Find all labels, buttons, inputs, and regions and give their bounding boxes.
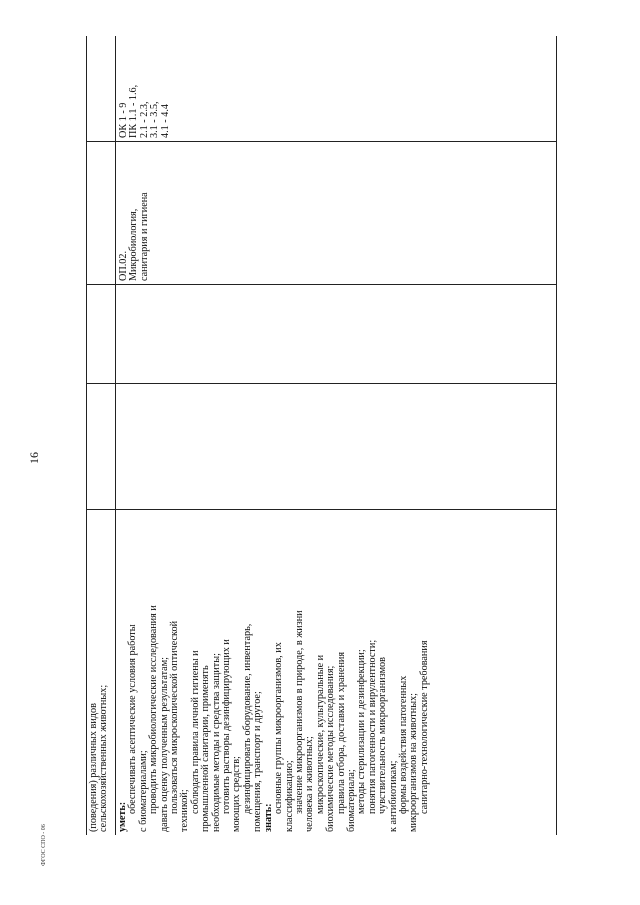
- text-line: микроскопические, культуральные и: [314, 654, 326, 814]
- text-line: необходимые методы и средства защиты;: [210, 653, 222, 832]
- text-line: понятия патогенности и вирулентности;: [366, 639, 378, 814]
- row-separator: [115, 36, 116, 835]
- column-separator-2: [86, 383, 557, 384]
- column-separator-1: [86, 509, 557, 510]
- section-heading: уметь:: [117, 801, 128, 832]
- text-line: помещения, транспорт и другое;: [252, 691, 264, 832]
- footer-mark: ФГОС СПО - 06: [41, 824, 47, 866]
- text-line: правила отбора, доставки и хранения: [335, 651, 347, 814]
- text-line: санитарно-технологические требования: [418, 640, 430, 814]
- text-line: обеспечивать асептические условия работы: [127, 624, 139, 814]
- text-line: соблюдать правила личной гигиены и: [189, 650, 201, 814]
- text-line: готовить растворы дезинфицирующих и: [221, 639, 233, 814]
- text-line: чувствительность микроорганизмов: [377, 657, 389, 814]
- table-border-left: [86, 36, 87, 835]
- competency-line: 2.1 - 2.3,: [138, 101, 150, 138]
- section-heading: знать:: [262, 803, 274, 832]
- competency-line: 4.1 - 4.4: [159, 104, 171, 138]
- text-line: пользоваться микроскопической оптической: [169, 620, 181, 814]
- text-line: биоматериала;: [345, 769, 357, 832]
- text-line: значение микроорганизмов в природе, в жизни: [293, 610, 305, 814]
- discipline-title-line: Микробиология,: [128, 208, 140, 281]
- column-separator-3: [86, 284, 557, 285]
- text-line: промышленной санитарии, применять: [200, 665, 212, 832]
- text-line: к антибиотикам;: [387, 760, 399, 832]
- text-line: основные группы микроорганизмов, их: [273, 642, 285, 814]
- text-line: проводить микробиологические исследования и: [148, 605, 160, 814]
- text-line: биохимические методы исследования;: [325, 665, 337, 832]
- text-line: классификацию;: [283, 760, 295, 832]
- text-line: с биоматериалами;: [137, 750, 149, 832]
- discipline-cell: [119, 192, 150, 281]
- column-separator-4: [86, 141, 557, 142]
- discipline-code: ОП.02.: [118, 251, 129, 281]
- discipline-title-line: санитария и гигиена: [138, 192, 150, 281]
- page-number: 16: [27, 452, 41, 464]
- text-line: моющих средств;: [231, 756, 243, 832]
- text-line: техникой;: [179, 789, 191, 832]
- table-border-right: [556, 36, 557, 835]
- text-line: методы стерилизации и дезинфекции;: [356, 649, 368, 814]
- text-line: (поведения) различных видов: [88, 703, 99, 832]
- carried-over-cell: [89, 685, 110, 832]
- competencies-cell: [119, 85, 171, 138]
- text-line: сельскохозяйственных животных;: [98, 684, 110, 832]
- text-line: микроорганизмов на животных;: [408, 693, 420, 832]
- text-line: человека и животных;: [304, 736, 316, 832]
- text-line: дезинфицировать оборудование, инвентарь,: [241, 623, 253, 814]
- competency-line: 3.1 - 3.5,: [149, 101, 161, 138]
- text-line: формы воздействия патогенных: [397, 675, 409, 814]
- skills-knowledge-cell: [118, 605, 430, 832]
- competency-line: ОК 1 - 9: [118, 102, 129, 138]
- text-line: давать оценку полученным результатам;: [158, 657, 170, 832]
- competency-line: ПК 1.1 - 1.6,: [128, 84, 140, 138]
